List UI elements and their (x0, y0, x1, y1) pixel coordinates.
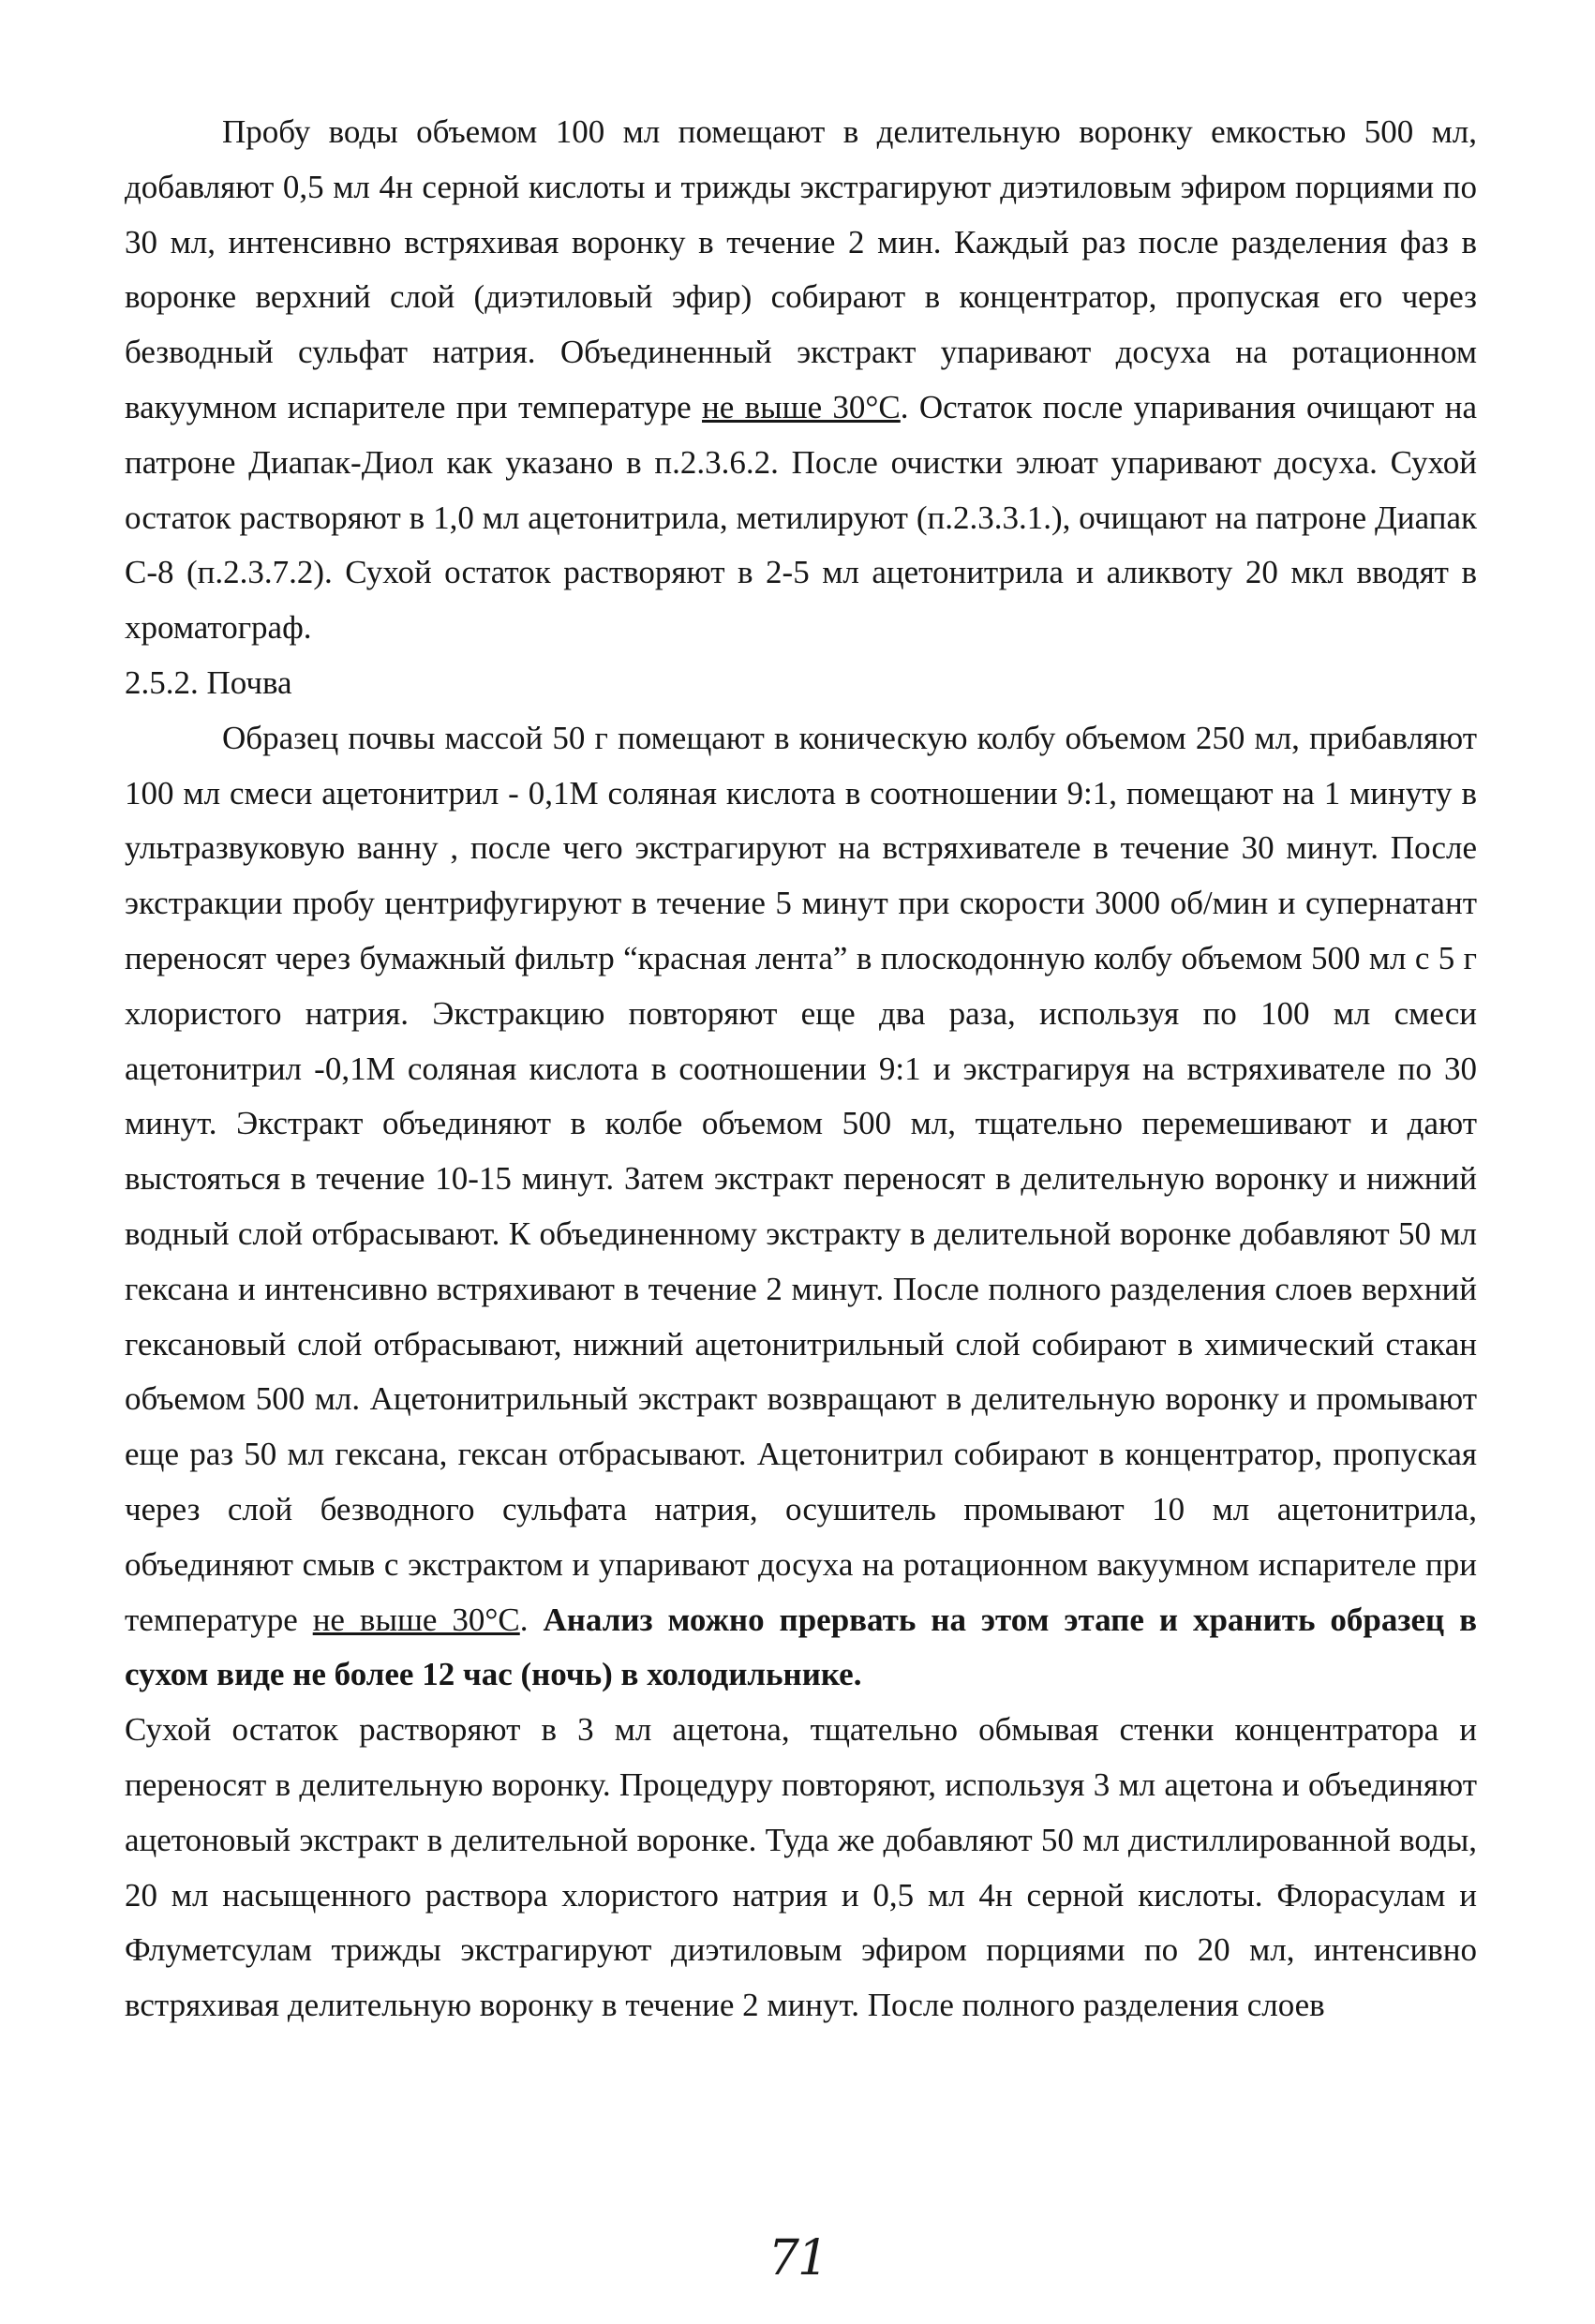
underlined-temperature: не выше 30°С (312, 1601, 520, 1638)
paragraph-text-continued: . Остаток после упаривания очищают на патроне Диапак-Диол как указано в п.2.3.6.2. После очистки элюат упаривают досуха. Сухой остаток растворяют в 1,0 мл ацетонитрила, метилируют (п.2.3.3.1.), очищают на патроне Диапак С-8 (п.2.3.7.2). Сухой остаток растворяют в 2-5 мл ацетонитрила и аликвоту 20 мкл вводят в хроматограф. (125, 388, 1478, 647)
bold-note: Анализ можно прервать на этом этапе и хранить образец в сухом виде не более 12 час (ночь) в холодильнике. (125, 1601, 1477, 1693)
section-heading: 2.5.2. Почва (125, 663, 292, 701)
page-number: 71 (768, 2230, 827, 2287)
underlined-temperature: не выше 30°С (702, 388, 901, 425)
paragraph-text: Пробу воды объемом 100 мл помещают в делительную воронку емкостью 500 мл, добавляют 0,5 мл 4н серной кислоты и трижды экстрагируют диэтиловым эфиром порциями по 30 мл, интенсивно встряхивая воронку в течение 2 мин. Каждый раз после разделения фаз в воронке верхний слой (диэтиловый эфир) собирают в концентратор, пропуская его через безводный сульфат натрия. Объединенный экстракт упаривают досуха на ротационном вакуумном испарителе при температуре (125, 113, 1477, 425)
paragraph-dry-residue: Сухой остаток растворяют в 3 мл ацетона, тщательно обмывая стенки концентратора и переносят в делительную воронку. Процедуру повторяют, используя 3 мл ацетона и объединяют ацетоновый экстракт в делительной воронке. Туда же добавляют 50 мл дистиллированной воды, 20 мл насыщенного раствора хлористого натрия и 0,5 мл 4н серной кислоты. Флорасулам и Флуметсулам трижды экстрагируют диэтиловым эфиром порциями по 20 мл, интенсивно встряхивая делительную воронку в течение 2 минут. После полного разделения слоев (125, 1711, 1477, 2024)
document-body (125, 105, 1477, 2034)
paragraph-soil-sample (125, 711, 1477, 1703)
paragraph-water-sample (125, 105, 1477, 656)
paragraph-text-continued: . (519, 1601, 544, 1638)
paragraph-text: Образец почвы массой 50 г помещают в коническую колбу объемом 250 мл, прибавляют 100 мл смеси ацетонитрил - 0,1М соляная кислота в соотношении 9:1, помещают на 1 минуту в ультразвуковую ванну , после чего экстрагируют на встряхивателе в течение 30 минут. После экстракции пробу центрифугируют в течение 5 минут при скорости 3000 об/мин и супернатант переносят через бумажный фильтр “красная лента” в плоскодонную колбу объемом 500 мл с 5 г хлористого натрия. Экстракцию повторяют еще два раза, используя по 100 мл смеси ацетонитрил -0,1М соляная кислота в соотношении 9:1 и экстрагируя на встряхивателе по 30 минут. Экстракт объединяют в колбе объемом 500 мл, тщательно перемешивают и дают выстояться в течение 10-15 минут. Затем экстракт переносят в делительную воронку и нижний водный слой отбрасывают. К объединенному экстракту в делительной воронке добавляют 50 мл гексана и интенсивно встряхивают в течение 2 минут. После полного разделения слоев верхний гексановый слой отбрасывают, нижний ацетонитрильный слой собирают в химический стакан объемом 500 мл. Ацетонитрильный экстракт возвращают в делительную воронку и промывают еще раз 50 мл гексана, гексан отбрасывают. Ацетонитрил собирают в концентратор, пропуская через слой безводного сульфата натрия, осушитель промывают 10 мл ацетонитрила, объединяют смыв с экстрактом и упаривают досуха на ротационном вакуумном испарителе при температуре (125, 719, 1477, 1638)
